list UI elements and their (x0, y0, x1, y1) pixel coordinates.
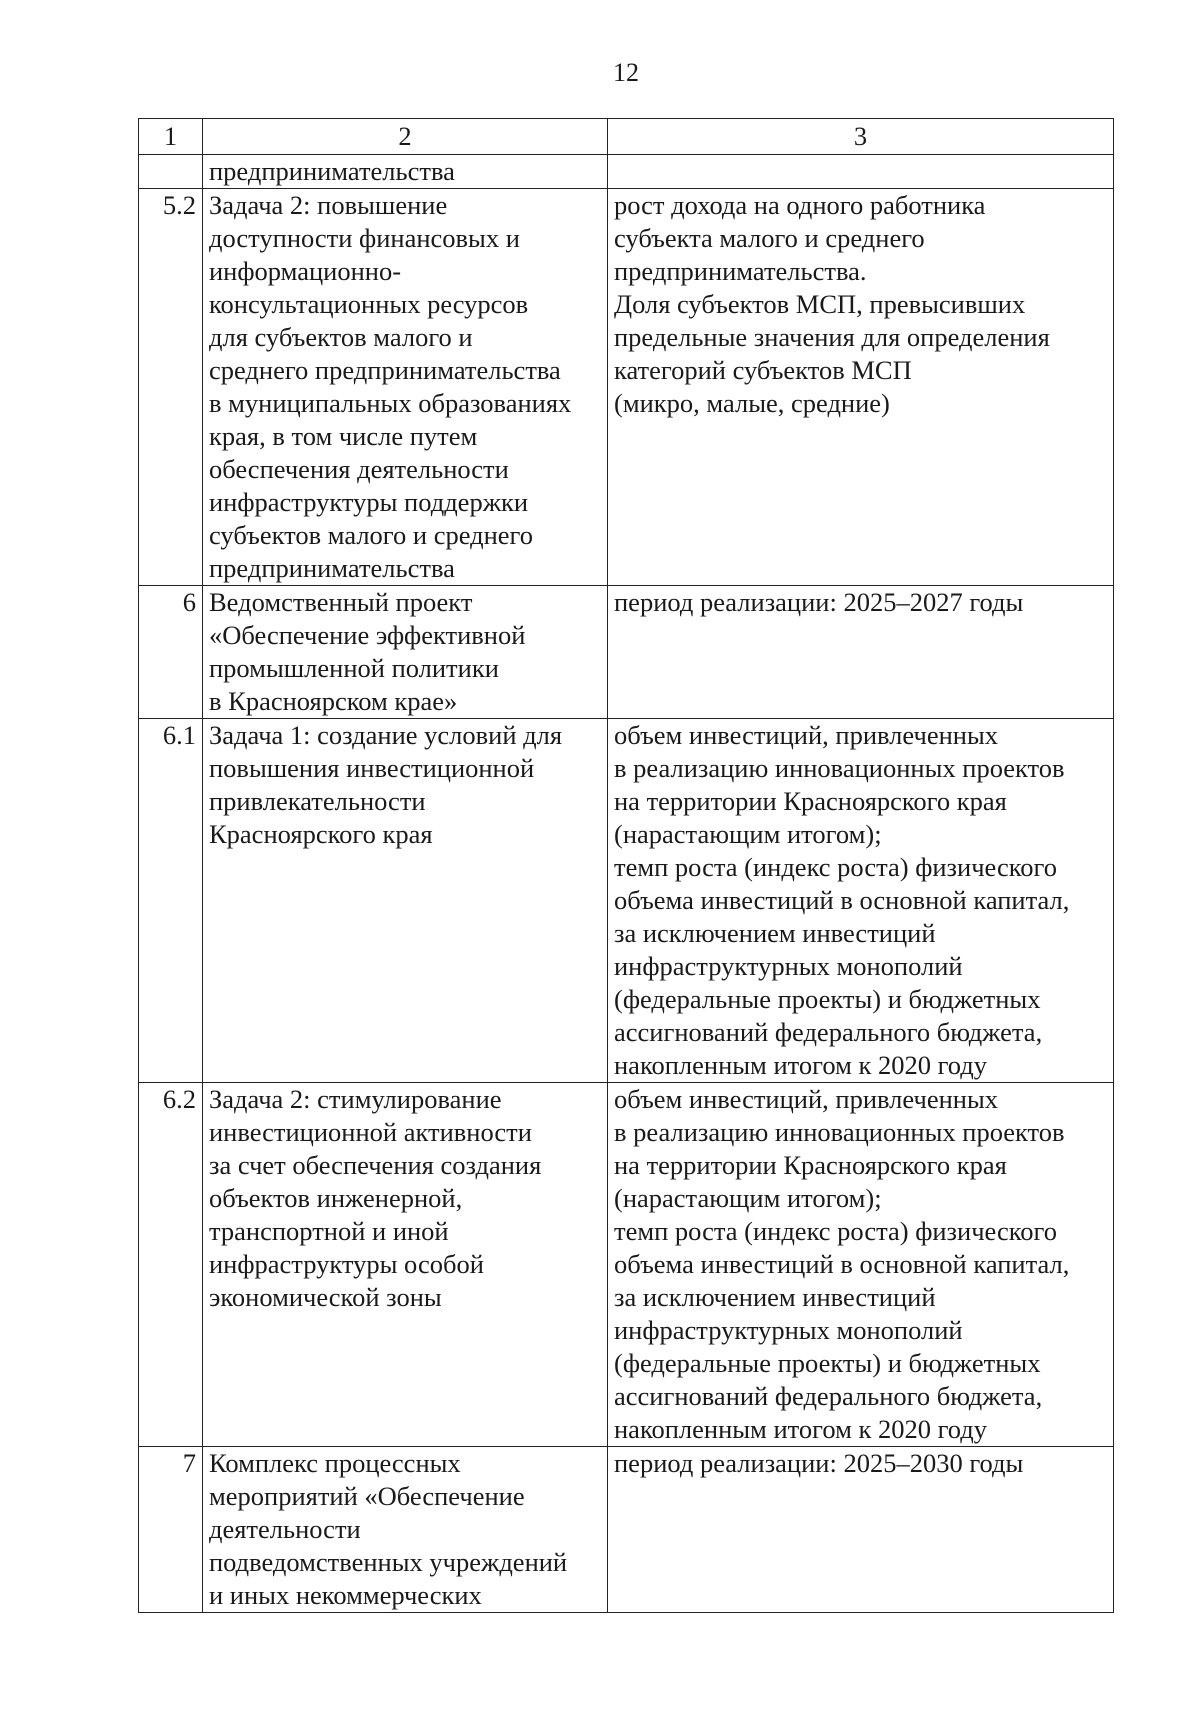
table-row (139, 155, 1114, 189)
row-number: 6.1 (139, 719, 203, 1083)
indicator-cell: объем инвестиций, привлеченных в реализацию инновационных проектов на территории Красноярского края (нарастающим итогом); темп роста (индекс роста) физического объема инвестиций в основной капитал, за исключением инвестиций инфраструктурных монополий (федеральные проекты) и бюджетных ассигнований федерального бюджета, накопленным итогом к 2020 году (608, 719, 1114, 1083)
indicator-cell: период реализации: 2025–2027 годы (608, 586, 1114, 719)
task-cell: Задача 1: создание условий для повышения инвестиционной привлекательности Красноярского края (203, 719, 608, 1083)
indicator-cell (608, 155, 1114, 189)
task-cell: Задача 2: повышение доступности финансовых и информационно- консультационных ресурсов для субъектов малого и среднего предпринимательства в муниципальных образованиях края, в том числе путем обеспечения деятельности инфраструктуры поддержки субъектов малого и среднего предпринимательства (203, 189, 608, 586)
task-cell: Задача 2: стимулирование инвестиционной активности за счет обеспечения создания объектов инженерной, транспортной и иной инфраструктуры особой экономической зоны (203, 1083, 608, 1447)
table-row (139, 719, 1114, 1083)
page-number: 12 (613, 58, 639, 87)
header-row (139, 119, 1114, 155)
indicator-cell: рост дохода на одного работника субъекта малого и среднего предпринимательства. Доля субъектов МСП, превысивших предельные значения для определения категорий субъектов МСП (микро, малые, средние) (608, 189, 1114, 586)
row-number: 6.2 (139, 1083, 203, 1447)
task-cell: Ведомственный проект «Обеспечение эффективной промышленной политики в Красноярском крае» (203, 586, 608, 719)
document-table (138, 118, 1114, 1613)
row-number: 5.2 (139, 189, 203, 586)
indicator-cell: период реализации: 2025–2030 годы (608, 1447, 1114, 1613)
table-row (139, 586, 1114, 719)
header-cell-1: 1 (139, 119, 203, 155)
task-cell: предпринимательства (203, 155, 608, 189)
row-number: 7 (139, 1447, 203, 1613)
table-row (139, 189, 1114, 586)
row-number: 6 (139, 586, 203, 719)
table-row (139, 1447, 1114, 1613)
row-number (139, 155, 203, 189)
table-row (139, 1083, 1114, 1447)
header-cell-3: 3 (608, 119, 1114, 155)
indicator-cell: объем инвестиций, привлеченных в реализацию инновационных проектов на территории Красноярского края (нарастающим итогом); темп роста (индекс роста) физического объема инвестиций в основной капитал, за исключением инвестиций инфраструктурных монополий (федеральные проекты) и бюджетных ассигнований федерального бюджета, накопленным итогом к 2020 году (608, 1083, 1114, 1447)
task-cell: Комплекс процессных мероприятий «Обеспечение деятельности подведомственных учреждений и иных некоммерческих (203, 1447, 608, 1613)
header-cell-2: 2 (203, 119, 608, 155)
